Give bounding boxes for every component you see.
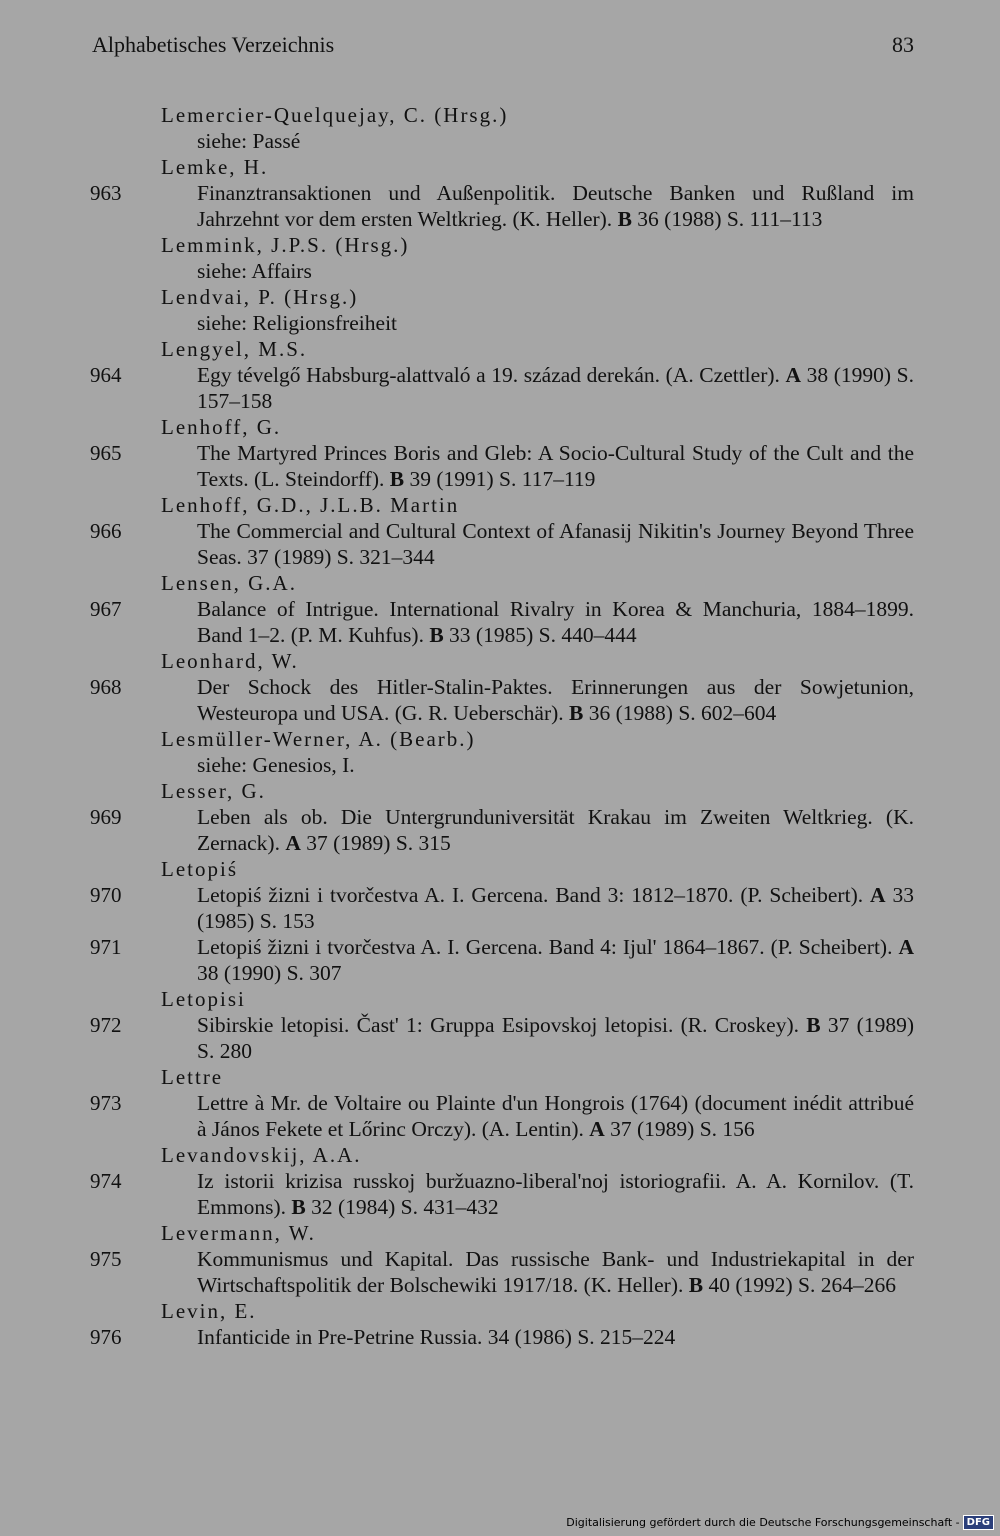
author-heading: Lesmüller-Werner, A. (Bearb.): [161, 727, 476, 751]
index-item: [0, 1168, 1000, 1220]
item-number: 976: [90, 1325, 122, 1349]
citation: 32 (1984) S. 431–432: [311, 1195, 499, 1219]
index-entries: [0, 102, 1000, 1350]
footer-credit: Digitalisierung gefördert durch die Deutsche Forschungsgemeinschaft -: [566, 1516, 960, 1529]
citation: 38 (1990) S. 157–158: [197, 363, 914, 413]
author-heading: Letopiś: [161, 857, 238, 881]
page-number: 83: [892, 32, 914, 57]
citation: 40 (1992) S. 264–266: [708, 1273, 896, 1297]
item-title: Letopiś žizni i tvorčestva A. I. Gercena. Band 3: 1812–1870. (P. Scheibert).: [197, 883, 864, 907]
citation: 37 (1989) S. 280: [197, 1013, 914, 1063]
journal-marker: B: [291, 1195, 306, 1219]
page-header: [92, 30, 914, 60]
index-item: [0, 180, 1000, 232]
citation: 38 (1990) S. 307: [197, 961, 342, 985]
item-title: The Martyred Princes Boris and Gleb: A Socio-Cultural Study of the Cult and the Texts. (L. Steindorff).: [197, 441, 914, 491]
item-title: Finanztransaktionen und Außenpolitik. Deutsche Banken und Rußland im Jahrzehnt vor dem ersten Weltkrieg. (K. Heller).: [197, 181, 914, 231]
item-number: 965: [90, 441, 122, 465]
item-title: Lettre à Mr. de Voltaire ou Plainte d'un Hongrois (1764) (document inédit attribué à János Fekete et Lőrinc Orczy). (A. Lentin).: [197, 1091, 914, 1141]
item-title: Egy tévelgő Habsburg-alattvaló a 19. század derekán. (A. Czettler).: [197, 363, 780, 387]
item-title: Letopiś žizni i tvorčestva A. I. Gercena. Band 4: Ijul' 1864–1867. (P. Scheibert).: [197, 935, 893, 959]
item-title: Balance of Intrigue. International Rivalry in Korea & Manchuria, 1884–1899. Band 1–2. (P. M. Kuhfus).: [197, 597, 914, 647]
index-item: [0, 362, 1000, 414]
journal-marker: A: [785, 363, 802, 387]
author-heading: Lenhoff, G.: [161, 415, 282, 439]
index-item: [0, 934, 1000, 986]
author-heading: Lemmink, J.P.S. (Hrsg.): [161, 233, 410, 257]
index-item: [0, 804, 1000, 856]
author-heading: Lensen, G.A.: [161, 571, 297, 595]
cross-reference: siehe: Genesios, I.: [197, 753, 355, 777]
item-number: 963: [90, 181, 122, 205]
item-number: 964: [90, 363, 122, 387]
citation: 36 (1988) S. 602–604: [588, 701, 777, 725]
item-title: Der Schock des Hitler-Stalin-Paktes. Erinnerungen aus der Sowjetunion, Westeuropa und USA. (G. R. Ueberschär).: [197, 675, 914, 725]
running-title: Alphabetisches Verzeichnis: [92, 32, 335, 57]
author-heading: Levandovskij, A.A.: [161, 1143, 362, 1167]
item-number: 970: [90, 883, 122, 907]
journal-marker: A: [589, 1117, 605, 1141]
item-number: 966: [90, 519, 122, 543]
journal-marker: B: [806, 1013, 821, 1037]
author-heading: Levin, E.: [161, 1299, 257, 1323]
author-heading: Lettre: [161, 1065, 224, 1089]
journal-marker: B: [429, 623, 444, 647]
journal-marker: B: [688, 1273, 704, 1297]
journal-marker: B: [569, 701, 584, 725]
citation: 36 (1988) S. 111–113: [637, 207, 823, 231]
dfg-logo: DFG: [963, 1515, 994, 1530]
item-number: 972: [90, 1013, 122, 1037]
item-title: Iz istorii krizisa russkoj buržuazno-liberal'noj istoriografii. A. A. Kornilov. (T. Emmons).: [197, 1169, 914, 1219]
item-number: 975: [90, 1247, 122, 1271]
citation: 33 (1985) S. 153: [197, 883, 915, 933]
item-number: 969: [90, 805, 122, 829]
item-number: 968: [90, 675, 122, 699]
index-item: [0, 882, 1000, 934]
index-item: [0, 1246, 1000, 1298]
author-heading: Lesser, G.: [161, 779, 266, 803]
page-footer: [566, 1515, 994, 1530]
index-item: [0, 674, 1000, 726]
journal-marker: A: [285, 831, 301, 855]
citation: 37 (1989) S. 156: [610, 1117, 755, 1141]
citation: 39 (1991) S. 117–119: [409, 467, 596, 491]
item-title: Sibirskie letopisi. Čast' 1: Gruppa Esipovskoj letopisi. (R. Croskey).: [197, 1013, 799, 1037]
index-item: [0, 1324, 1000, 1350]
journal-marker: B: [617, 207, 632, 231]
index-item: [0, 1090, 1000, 1142]
item-number: 973: [90, 1091, 122, 1115]
journal-marker: A: [870, 883, 886, 907]
cross-reference: siehe: Affairs: [197, 259, 312, 283]
journal-marker: A: [898, 935, 914, 959]
author-heading: Levermann, W.: [161, 1221, 316, 1245]
author-heading: Leonhard, W.: [161, 649, 299, 673]
author-heading: Lemke, H.: [161, 155, 269, 179]
index-item: [0, 1012, 1000, 1064]
index-item: [0, 440, 1000, 492]
author-heading: Lemercier-Quelquejay, C. (Hrsg.): [161, 103, 509, 127]
citation: 37 (1989) S. 315: [306, 831, 451, 855]
index-item: [0, 518, 1000, 570]
cross-reference: siehe: Passé: [197, 129, 301, 153]
item-title: The Commercial and Cultural Context of Afanasij Nikitin's Journey Beyond Three Seas. 37 (1989) S. 321–344: [197, 519, 914, 569]
author-heading: Letopisi: [161, 987, 246, 1011]
item-title: Infanticide in Pre-Petrine Russia. 34 (1986) S. 215–224: [197, 1325, 676, 1349]
journal-marker: B: [389, 467, 405, 491]
citation: 33 (1985) S. 440–444: [449, 623, 637, 647]
item-title: Leben als ob. Die Untergrunduniversität Krakau im Zweiten Weltkrieg. (K. Zernack).: [197, 805, 914, 855]
author-heading: Lenhoff, G.D., J.L.B. Martin: [161, 493, 460, 517]
item-number: 974: [90, 1169, 122, 1193]
author-heading: Lengyel, M.S.: [161, 337, 308, 361]
index-item: [0, 596, 1000, 648]
item-title: Kommunismus und Kapital. Das russische Bank- und Industriekapital in der Wirtschaftspolitik der Bolschewiki 1917/18. (K. Heller).: [197, 1247, 914, 1297]
cross-reference: siehe: Religionsfreiheit: [197, 311, 398, 335]
author-heading: Lendvai, P. (Hrsg.): [161, 285, 359, 309]
item-number: 971: [90, 935, 122, 959]
item-number: 967: [90, 597, 122, 621]
